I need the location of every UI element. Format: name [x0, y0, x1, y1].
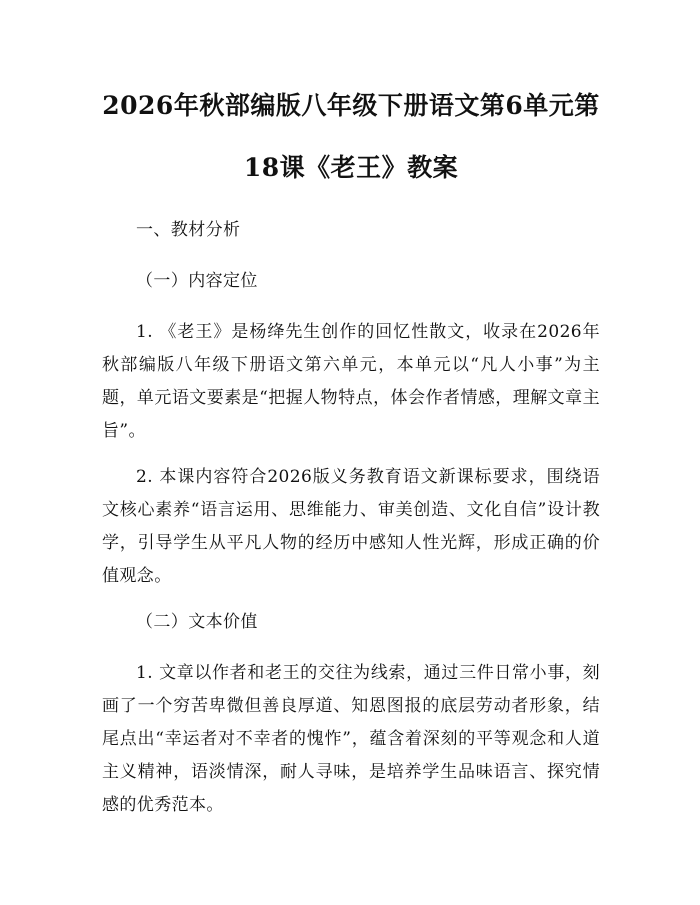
subsection-heading-text-value: （二）文本价值: [136, 612, 258, 632]
title-line-2: 18课《老王》教案: [243, 153, 459, 182]
document-body: [102, 214, 600, 822]
paragraph-text-value-1: 1. 文章以作者和老王的交往为线索，通过三件日常小事，刻画了一个穷苦卑微但善良厚道、知恩图报的底层劳动者形象，结尾点出“幸运者对不幸者的愧怍”，蕴含着深刻的平等观念和人道主义精神，语淡情深，耐人寻味，是培养学生品味语言、探究情感的优秀范本。: [102, 663, 600, 815]
paragraph-content-positioning-1: 1. 《老王》是杨绛先生创作的回忆性散文，收录在2026年秋部编版八年级下册语文第六单元，本单元以“凡人小事”为主题，单元语文要素是“把握人物特点，体会作者情感，理解文章主旨”。: [102, 322, 600, 441]
paragraph-content-positioning-2: 2. 本课内容符合2026版义务教育语文新课标要求，围绕语文核心素养“语言运用、思维能力、审美创造、文化自信”设计教学，引导学生从平凡人物的经历中感知人性光辉，形成正确的价值观念。: [102, 467, 600, 586]
document-title: [102, 0, 600, 194]
title-line-1: 2026年秋部编版八年级下册语文第6单元第: [102, 91, 600, 120]
subsection-heading-content-positioning: （一）内容定位: [136, 271, 258, 291]
section-heading-teaching-material-analysis: 一、教材分析: [136, 220, 241, 240]
